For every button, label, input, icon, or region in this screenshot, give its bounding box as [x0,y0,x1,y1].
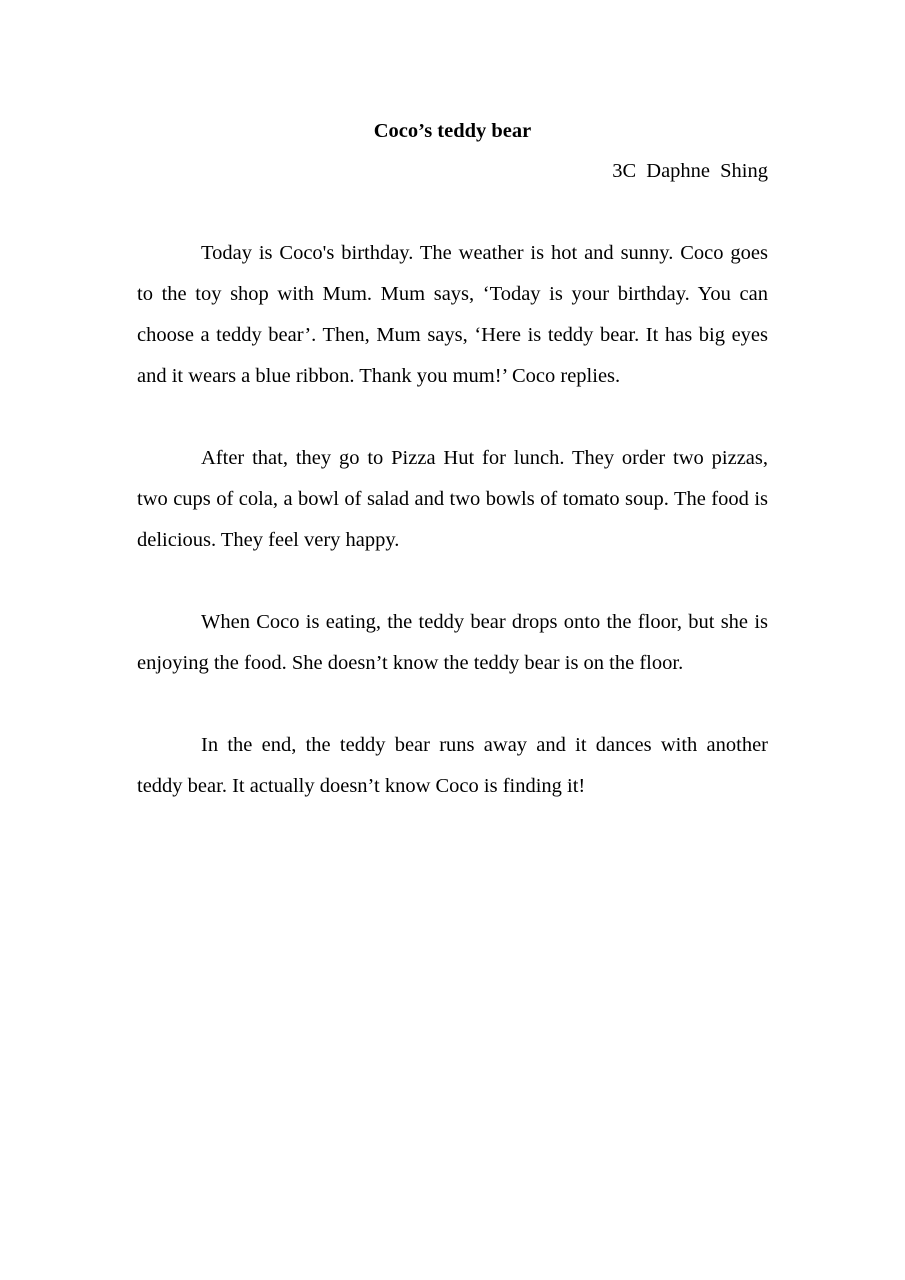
author-line: 3C Daphne Shing [612,160,768,182]
paragraph-4: In the end, the teddy bear runs away and it dances with another teddy bear. It actually doesn’t know Coco is finding it! [137,734,768,797]
paragraph-3: When Coco is eating, the teddy bear drops onto the floor, but she is enjoying the food. She doesn’t know the teddy bear is on the floor. [137,611,768,674]
paragraph-1: Today is Coco's birthday. The weather is hot and sunny. Coco goes to the toy shop with Mum. Mum says, ‘Today is your birthday. You can choose a teddy bear’. Then, Mum says, ‘Here is teddy bear. It has big eyes and it wears a blue ribbon. Thank you mum!’ Coco replies. [137,242,768,387]
paragraph-2: After that, they go to Pizza Hut for lunch. They order two pizzas, two cups of cola, a bowl of salad and two bowls of tomato soup. The food is delicious. They feel very happy. [137,447,768,551]
document-title: Coco’s teddy bear [373,120,532,142]
